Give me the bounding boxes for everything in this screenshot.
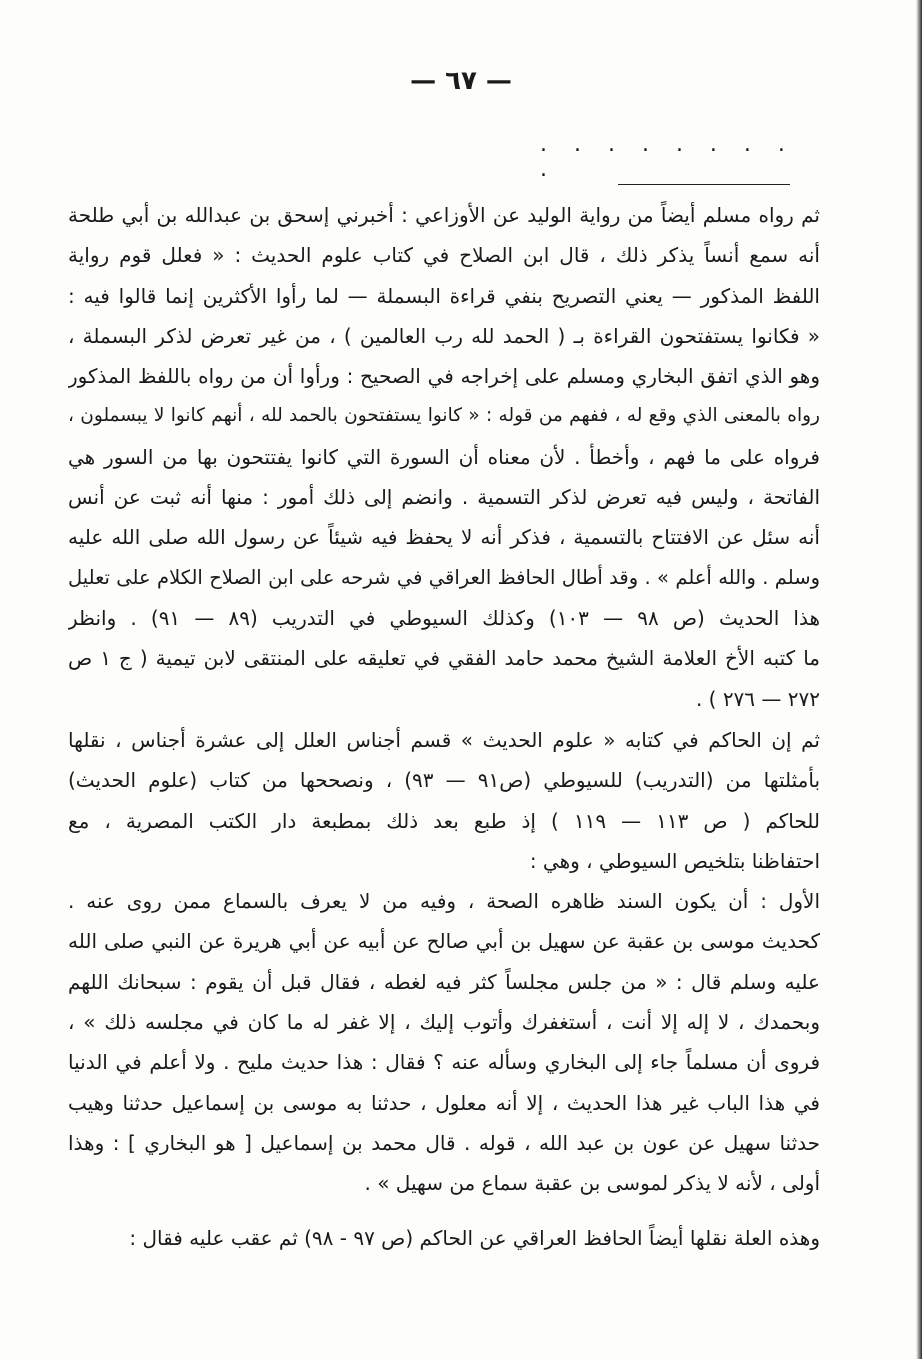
text-line: ثم إن الحاكم في كتابه « علوم الحديث » قسم أجناس العلل إلى عشرة أجناس ، نقلها [68,728,820,752]
text-line: وسلم . والله أعلم » . وقد أطال الحافظ العراقي في شرحه على ابن الصلاح الكلام على تعليل [68,565,820,589]
text-line: بأمثلتها من (التدريب) للسيوطي (ص٩١ — ٩٣) ، ونصححها من كتاب (علوم الحديث) [68,768,820,793]
text-line: أنه سمع أنساً يذكر ذلك ، قال ابن الصلاح في كتاب علوم الحديث : « فعلل قوم رواية [68,243,820,268]
text-line: فرواه على ما فهم ، وأخطأ . لأن معناه أن السورة التي كانوا يفتتحون بها من السور هي [68,444,820,469]
text-line: أولى ، لأنه لا يذكر لموسى بن عقبة سماع من سهيل » . [364,1171,820,1196]
text-line: للحاكم ( ص ١١٣ — ١١٩ ) إذ طبع بعد ذلك بمطبعة دار الكتب المصرية ، مع [68,808,820,833]
closing-paragraph [68,1218,820,1258]
text-line: عليه وسلم قال : « من جلس مجلساً كثر فيه لغطه ، فقال قبل أن يقوم : سبحانك اللهم [68,969,820,994]
text-line: حدثنا سهيل عن عون بن عبد الله ، قوله . قال محمد بن إسماعيل [ هو البخاري ] : وهذا [68,1130,820,1155]
ellipsis-marker: . . . . . . . . . [540,132,795,182]
page-number: — ٦٧ — [410,66,512,96]
page-binding-edge [916,0,922,1359]
text-line: ثم رواه مسلم أيضاً من رواية الوليد عن الأوزاعي : أخبرني إسحق بن عبدالله بن أبي طلحة [68,203,820,227]
text-line: « فكانوا يستفتحون القراءة بـ ( الحمد لله رب العالمين ) ، من غير تعرض لذكر البسملة ، [68,323,820,348]
text-line: وهذه العلة نقلها أيضاً الحافظ العراقي عن الحاكم (ص ٩٧ - ٩٨) ثم عقب عليه فقال : [129,1226,820,1250]
text-line: ٢٧٢ — ٢٧٦ ) . [695,686,820,711]
footnote-paragraph [68,195,820,719]
text-line: رواه بالمعنى الذي وقع له ، ففهم من قوله : « كانوا يستفتحون بالحمد لله ، أنهم كانوا لا يبسملون ، [68,405,820,427]
text-line: الأول : أن يكون السند ظاهره الصحة ، وفيه من لا يعرف بالسماع ممن روى عنه . [68,889,820,914]
text-line: فروى أن مسلماً جاء إلى البخاري وسأله عنه ؟ فقال : هذا حديث مليح . ولا أعلم في الدنيا [68,1050,820,1075]
text-line: هذا الحديث (ص ٩٨ — ١٠٣) وكذلك السيوطي في التدريب (٨٩ — ٩١) . وانظر [68,605,820,630]
footnote-separator-rule [618,184,790,185]
text-line: الفاتحة ، وليس فيه تعرض لذكر التسمية . وانضم إلى ذلك أمور : منها أنه ثبت عن أنس [68,485,820,510]
text-line: وهو الذي اتفق البخاري ومسلم على إخراجه في الصحيح : ورأوا أن من رواه باللفظ المذكور [68,364,820,389]
text-line: اللفظ المذكور — يعني التصريح بنفي قراءة البسملة — لما رأوا الأكثرين إنما قالوا فيه : [68,283,820,308]
text-line: كحديث موسى بن عقبة عن سهيل بن أبي صالح عن أبيه عن أبي هريرة عن النبي صلى الله [68,929,820,954]
main-paragraph-illnesses [68,720,820,1204]
text-line: احتفاظنا بتلخيص السيوطي ، وهي : [529,848,820,873]
text-line: في هذا الباب غير هذا الحديث ، إلا أنه معلول ، حدثنا به موسى بن إسماعيل حدثنا وهيب [68,1090,820,1115]
text-line: ما كتبه الأخ العلامة الشيخ محمد حامد الفقي في تعليقه على المنتقى لابن تيمية ( ج ١ ص [68,646,820,671]
text-line: أنه سئل عن الافتتاح بالتسمية ، فذكر أنه لا يحفظ فيه شيئاً عن رسول الله صلى الله عليه [68,525,820,550]
text-line: وبحمدك ، لا إله إلا أنت ، أستغفرك وأتوب إليك ، إلا غفر له ما كان في مجلسه ذلك » ، [68,1010,820,1035]
